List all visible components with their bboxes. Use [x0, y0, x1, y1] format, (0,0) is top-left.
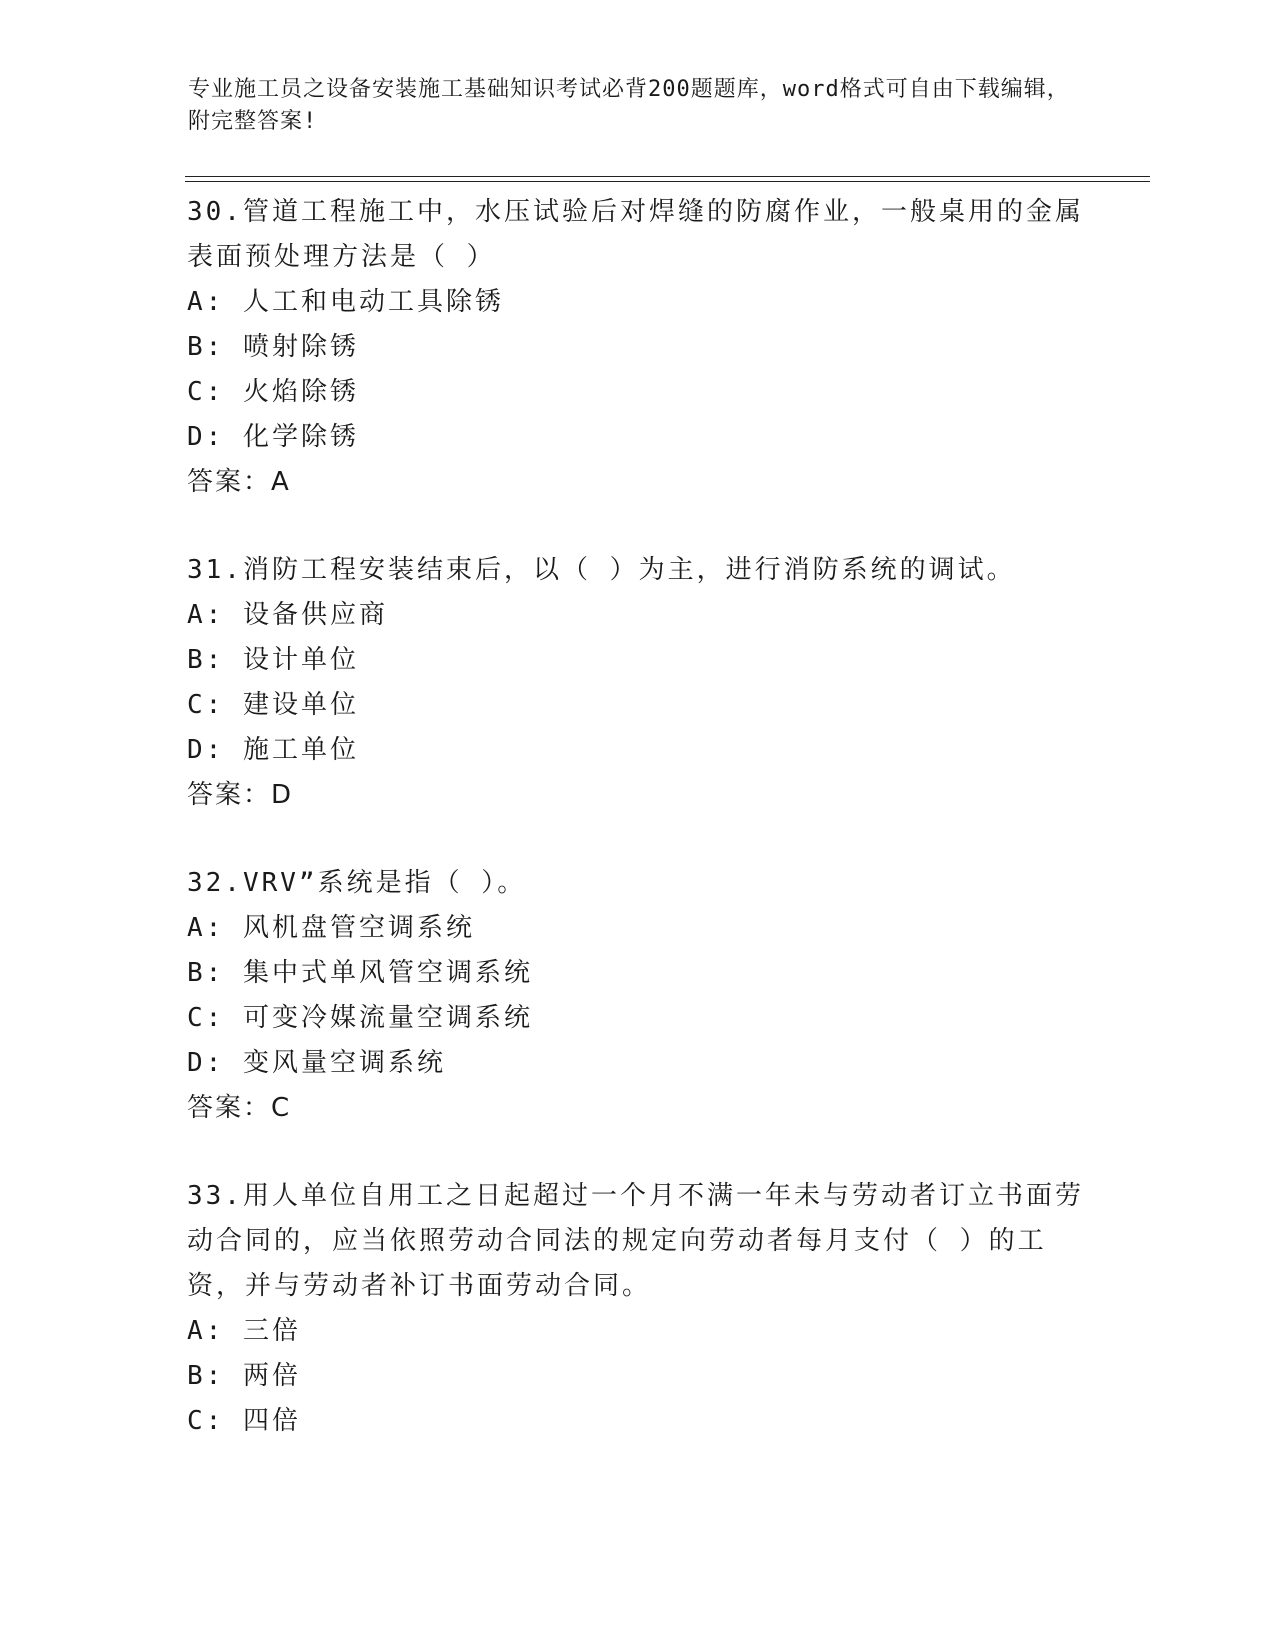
question-30: [187, 190, 1087, 505]
option-b: B: 两倍: [187, 1361, 301, 1391]
option-a: A: 设备供应商: [187, 600, 388, 630]
question-stem: 33.用人单位自用工之日起超过一个月不满一年未与劳动者订立书面劳动合同的，应当依照劳动合同法的规定向劳动者每月支付（ ）的工资，并与劳动者补订书面劳动合同。: [187, 1181, 1084, 1301]
question-list: [187, 190, 1087, 1487]
answer: 答案：D: [187, 780, 294, 810]
document-header: 专业施工员之设备安装施工基础知识考试必背200题题库，word格式可自由下载编辑，附完整答案!: [188, 77, 1070, 134]
option-c: C: 建设单位: [187, 690, 359, 720]
header-rule-bottom: [185, 181, 1150, 182]
answer: 答案：A: [187, 467, 291, 497]
option-c: C: 四倍: [187, 1406, 301, 1436]
question-33: [187, 1174, 1087, 1444]
answer: 答案：C: [187, 1093, 292, 1123]
option-c: C: 可变冷媒流量空调系统: [187, 1003, 533, 1033]
option-b: B: 集中式单风管空调系统: [187, 958, 533, 988]
question-stem: 32.VRV”系统是指（ ）。: [187, 868, 527, 898]
question-stem: 30.管道工程施工中，水压试验后对焊缝的防腐作业，一般桌用的金属表面预处理方法是（ ）: [187, 197, 1084, 272]
option-d: D: 施工单位: [187, 735, 359, 765]
option-a: A: 人工和电动工具除锈: [187, 287, 504, 317]
question-stem: 31.消防工程安装结束后，以（ ）为主，进行消防系统的调试。: [187, 555, 1016, 585]
header-rule-top: [185, 176, 1150, 177]
option-a: A: 三倍: [187, 1316, 301, 1346]
option-d: D: 变风量空调系统: [187, 1048, 446, 1078]
option-a: A: 风机盘管空调系统: [187, 913, 475, 943]
option-b: B: 设计单位: [187, 645, 359, 675]
question-32: [187, 861, 1087, 1131]
option-b: B: 喷射除锈: [187, 332, 359, 362]
option-d: D: 化学除锈: [187, 422, 359, 452]
option-c: C: 火焰除锈: [187, 377, 359, 407]
question-31: [187, 548, 1087, 818]
